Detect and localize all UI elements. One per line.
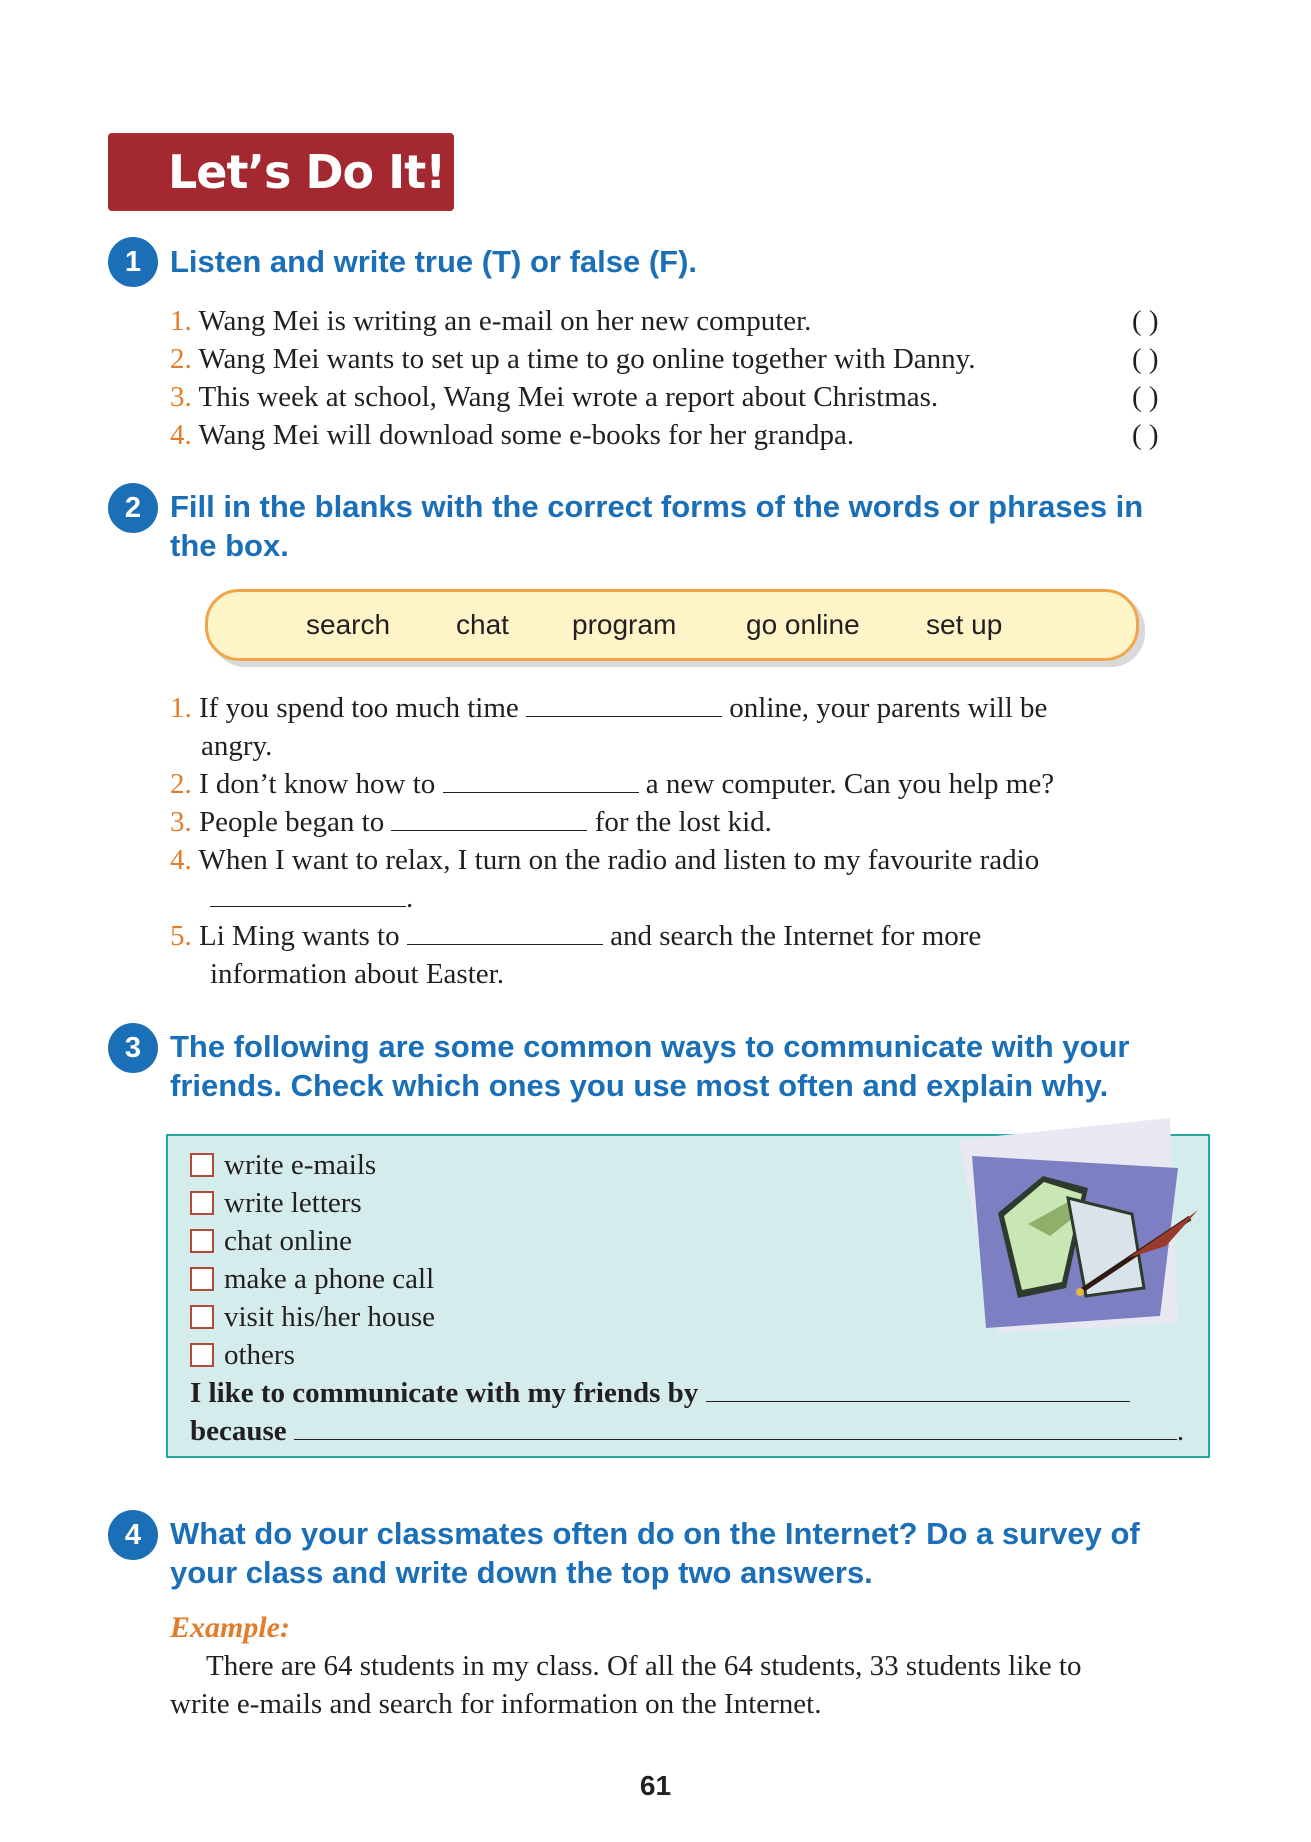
s2-item-1-number: 1. <box>170 692 192 724</box>
sentence-communicate-by <box>190 1374 1130 1412</box>
s1-item-3-answer[interactable]: ( ) <box>1132 381 1159 413</box>
s2-item-4-pre: When I want to relax, I turn on the radio and listen to my favourite radio <box>198 844 1040 876</box>
s2-item-5-pre: Li Ming wants to <box>199 920 400 952</box>
section-1-title: Listen and write true (T) or false (F). <box>170 244 698 279</box>
s1-item-3 <box>170 378 938 416</box>
s2-item-1-post: online, your parents will be <box>729 692 1048 724</box>
s2-item-4-number: 4. <box>170 844 192 876</box>
quill-nib <box>1076 1288 1084 1296</box>
s1-item-2-number: 2. <box>170 343 192 375</box>
letter-and-quill-pen-icon <box>928 1118 1208 1343</box>
word-program: program <box>572 609 677 640</box>
section-3-title-line-1: The following are some common ways to communicate with your <box>170 1029 1130 1064</box>
section-4-title-line-2: your class and write down the top two answers. <box>170 1555 873 1590</box>
s2-item-5 <box>170 917 981 955</box>
s1-item-4 <box>170 416 854 454</box>
checkbox-write-e-mails[interactable] <box>190 1153 214 1177</box>
page-number: 61 <box>639 1770 672 1801</box>
s1-item-1-answer[interactable]: ( ) <box>1132 305 1159 337</box>
s2-item-2-blank[interactable] <box>443 766 639 793</box>
s2-item-2-number: 2. <box>170 768 192 800</box>
s1-item-2-text: Wang Mei wants to set up a time to go online together with Danny. <box>198 343 976 375</box>
word-box <box>205 589 1139 661</box>
option-others: others <box>224 1339 295 1371</box>
s1-item-2-answer[interactable]: ( ) <box>1132 343 1159 375</box>
section-4-title-line-1: What do your classmates often do on the Internet? Do a survey of <box>170 1516 1140 1551</box>
s1-item-3-number: 3. <box>170 381 192 413</box>
section-3-title-line-2: friends. Check which ones you use most often and explain why. <box>170 1068 1109 1103</box>
s2-item-3-post: for the lost kid. <box>594 806 772 838</box>
checkbox-make-a-phone-call[interactable] <box>190 1267 214 1291</box>
s1-item-3-text: This week at school, Wang Mei wrote a report about Christmas. <box>198 381 939 413</box>
s1-item-1 <box>170 302 811 340</box>
option-write-letters: write letters <box>224 1187 362 1219</box>
communication-panel <box>166 1134 1210 1458</box>
option-write-e-mails: write e-mails <box>224 1149 377 1181</box>
s2-item-3-number: 3. <box>170 806 192 838</box>
because-blank[interactable] <box>294 1413 1177 1440</box>
sentence-because-text: because <box>190 1415 287 1447</box>
s2-item-5-number: 5. <box>170 920 192 952</box>
s1-item-4-answer[interactable]: ( ) <box>1132 419 1159 451</box>
s2-item-1-continued: angry. <box>201 730 273 762</box>
communicate-by-blank[interactable] <box>706 1375 1130 1402</box>
option-visit-house: visit his/her house <box>224 1301 436 1333</box>
option-chat-online: chat online <box>224 1225 353 1257</box>
s2-item-1-blank[interactable] <box>526 690 722 717</box>
s1-item-1-number: 1. <box>170 305 192 337</box>
s2-item-2-post: a new computer. Can you help me? <box>645 768 1055 800</box>
s1-item-4-text: Wang Mei will download some e-books for her grandpa. <box>198 419 855 451</box>
checkbox-write-letters[interactable] <box>190 1191 214 1215</box>
word-chat: chat <box>456 609 509 640</box>
s1-item-1-text: Wang Mei is writing an e-mail on her new computer. <box>198 305 812 337</box>
s2-item-4-period: . <box>406 882 414 914</box>
section-2-number-badge: 2 <box>108 483 158 533</box>
section-banner: Let’s Do It! <box>108 133 454 211</box>
s2-item-5-blank[interactable] <box>407 918 603 945</box>
section-3-number-badge: 3 <box>108 1023 158 1073</box>
s1-item-2 <box>170 340 976 378</box>
example-label: Example: <box>170 1611 290 1644</box>
s2-item-4 <box>170 841 1039 879</box>
option-make-a-phone-call: make a phone call <box>224 1263 435 1295</box>
s2-item-3 <box>170 803 772 841</box>
because-period: . <box>1176 1415 1185 1447</box>
s2-item-3-blank[interactable] <box>391 804 587 831</box>
s2-item-2-pre: I don’t know how to <box>199 768 436 800</box>
section-4-number-badge: 4 <box>108 1510 158 1560</box>
s2-item-1 <box>170 689 1047 727</box>
s2-item-1-pre: If you spend too much time <box>199 692 519 724</box>
checkbox-chat-online[interactable] <box>190 1229 214 1253</box>
s2-item-4-blank[interactable] <box>210 880 406 907</box>
section-2-title-line-2: the box. <box>170 528 289 563</box>
example-line-1: There are 64 students in my class. Of all the 64 students, 33 students like to <box>206 1650 1082 1682</box>
checkbox-visit-house[interactable] <box>190 1305 214 1329</box>
s2-item-2 <box>170 765 1054 803</box>
s2-item-5-post: and search the Internet for more <box>610 920 982 952</box>
word-set-up: set up <box>926 609 1003 640</box>
word-search: search <box>306 609 391 640</box>
section-1-number-badge: 1 <box>108 237 158 287</box>
s2-item-5-continued: information about Easter. <box>210 958 504 990</box>
checkbox-others[interactable] <box>190 1343 214 1367</box>
s2-item-3-pre: People began to <box>199 806 385 838</box>
sentence-communicate-by-text: I like to communicate with my friends by <box>190 1377 699 1409</box>
s2-item-4-continued <box>210 879 413 917</box>
section-2-title-line-1: Fill in the blanks with the correct forms of the words or phrases in <box>170 489 1144 524</box>
example-line-2: write e-mails and search for information on the Internet. <box>170 1688 822 1720</box>
sentence-because <box>190 1412 1184 1450</box>
word-go-online: go online <box>746 609 860 640</box>
s1-item-4-number: 4. <box>170 419 192 451</box>
